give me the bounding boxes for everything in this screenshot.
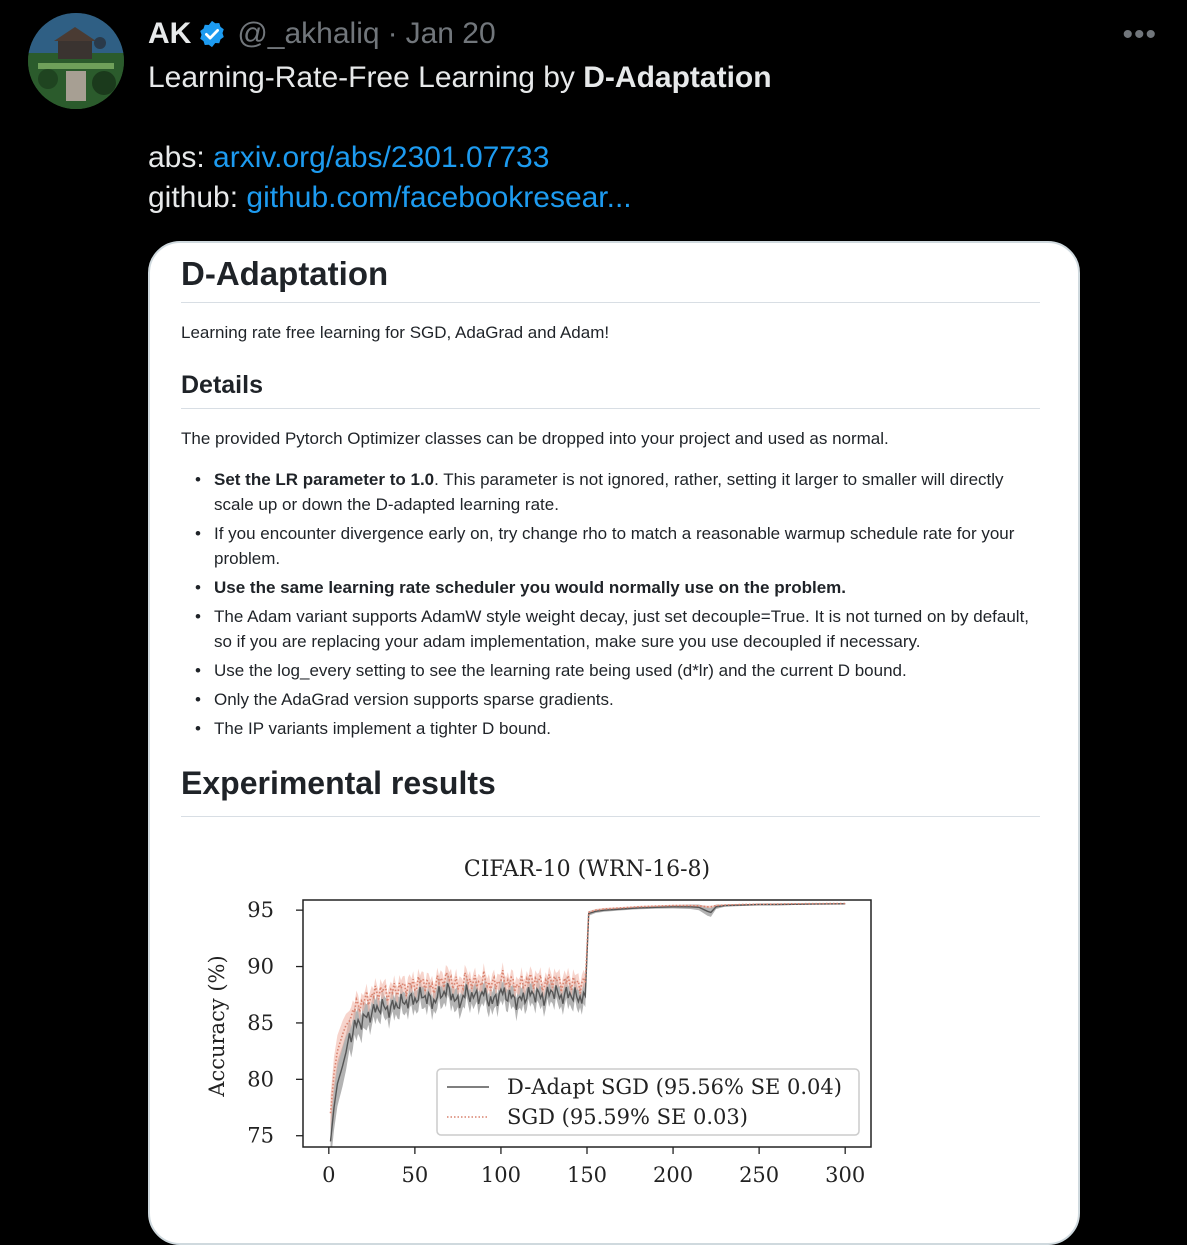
list-item-text: Use the log_every setting to see the learning rate being used (d*lr) and the current D bound.: [214, 661, 907, 680]
verified-badge-icon: [197, 19, 227, 49]
chart-legend: [437, 1069, 859, 1135]
x-tick-label: 250: [739, 1163, 780, 1187]
y-tick-label: 80: [247, 1067, 274, 1092]
y-tick-label: 90: [247, 954, 274, 979]
tweet-header: [148, 14, 496, 54]
tweet-text: [148, 58, 772, 218]
author-handle[interactable]: @_akhaliq: [237, 17, 380, 50]
x-tick-label: 150: [566, 1163, 608, 1187]
legend-label: D-Adapt SGD (95.56% SE 0.04): [507, 1075, 842, 1099]
chart-title: CIFAR-10 (WRN-16-8): [463, 857, 711, 882]
y-tick-label: 75: [247, 1123, 274, 1148]
tweet-date[interactable]: Jan 20: [405, 17, 496, 50]
x-tick-label: 0: [322, 1163, 336, 1187]
tweet-line-1: [148, 58, 772, 98]
accuracy-chart: [150, 243, 1078, 1243]
tweet-text-bold: D-Adaptation: [583, 61, 772, 94]
github-link[interactable]: github.com/facebookresear...: [246, 181, 632, 214]
readme-title: D-Adaptation: [181, 255, 389, 292]
github-label: github:: [148, 181, 247, 214]
abs-label: abs:: [148, 141, 214, 174]
separator-dot: ·: [387, 17, 398, 50]
list-item-bold: Use the same learning rate scheduler you would normally use on the problem.: [214, 578, 846, 597]
x-tick-label: 50: [401, 1163, 429, 1187]
tweet-github-line: [148, 178, 772, 218]
list-item-text: If you encounter divergence early on, try change rho to match a reasonable warmup schedule rate for your problem.: [214, 524, 1015, 568]
list-item-text: The Adam variant supports AdamW style weight decay, just set decouple=True. It is not turned on by default, so if you are replacing your adam implementation, make sure you use decoupled if necessary.: [214, 607, 1030, 651]
tweet-blank-line: [148, 98, 772, 138]
author-name[interactable]: AK: [148, 17, 192, 50]
list-item-text: Only the AdaGrad version supports sparse gradients.: [214, 690, 614, 709]
x-tick-label: 100: [480, 1163, 521, 1187]
avatar[interactable]: [28, 13, 124, 109]
tweet-text-prefix: Learning-Rate-Free Learning by: [148, 61, 584, 94]
abs-link[interactable]: arxiv.org/abs/2301.07733: [213, 141, 550, 174]
details-heading: Details: [181, 371, 263, 399]
readme-lead: Learning rate free learning for SGD, AdaGrad and Adam!: [181, 323, 610, 342]
list-item-bold: Set the LR parameter to 1.0: [214, 470, 435, 489]
more-options-icon[interactable]: •••: [1122, 18, 1157, 51]
tweet-abs-line: [148, 138, 772, 178]
details-intro: The provided Pytorch Optimizer classes can be dropped into your project and used as normal.: [181, 429, 889, 448]
y-tick-label: 85: [247, 1010, 274, 1035]
results-heading: Experimental results: [181, 765, 496, 801]
avatar-image: [28, 13, 124, 109]
list-item-text: The IP variants implement a tighter D bound.: [214, 719, 552, 738]
x-tick-label: 300: [825, 1163, 866, 1187]
legend-label: SGD (95.59% SE 0.03): [507, 1105, 748, 1129]
y-axis-label: Accuracy (%): [205, 955, 229, 1097]
media-card[interactable]: [148, 241, 1080, 1245]
y-tick-label: 95: [247, 898, 274, 923]
x-tick-label: 200: [653, 1163, 694, 1187]
list-item-text: . This parameter is not ignored, rather, setting it larger to smaller will directly scale up or down the D-adapted learning rate.: [214, 470, 1004, 514]
